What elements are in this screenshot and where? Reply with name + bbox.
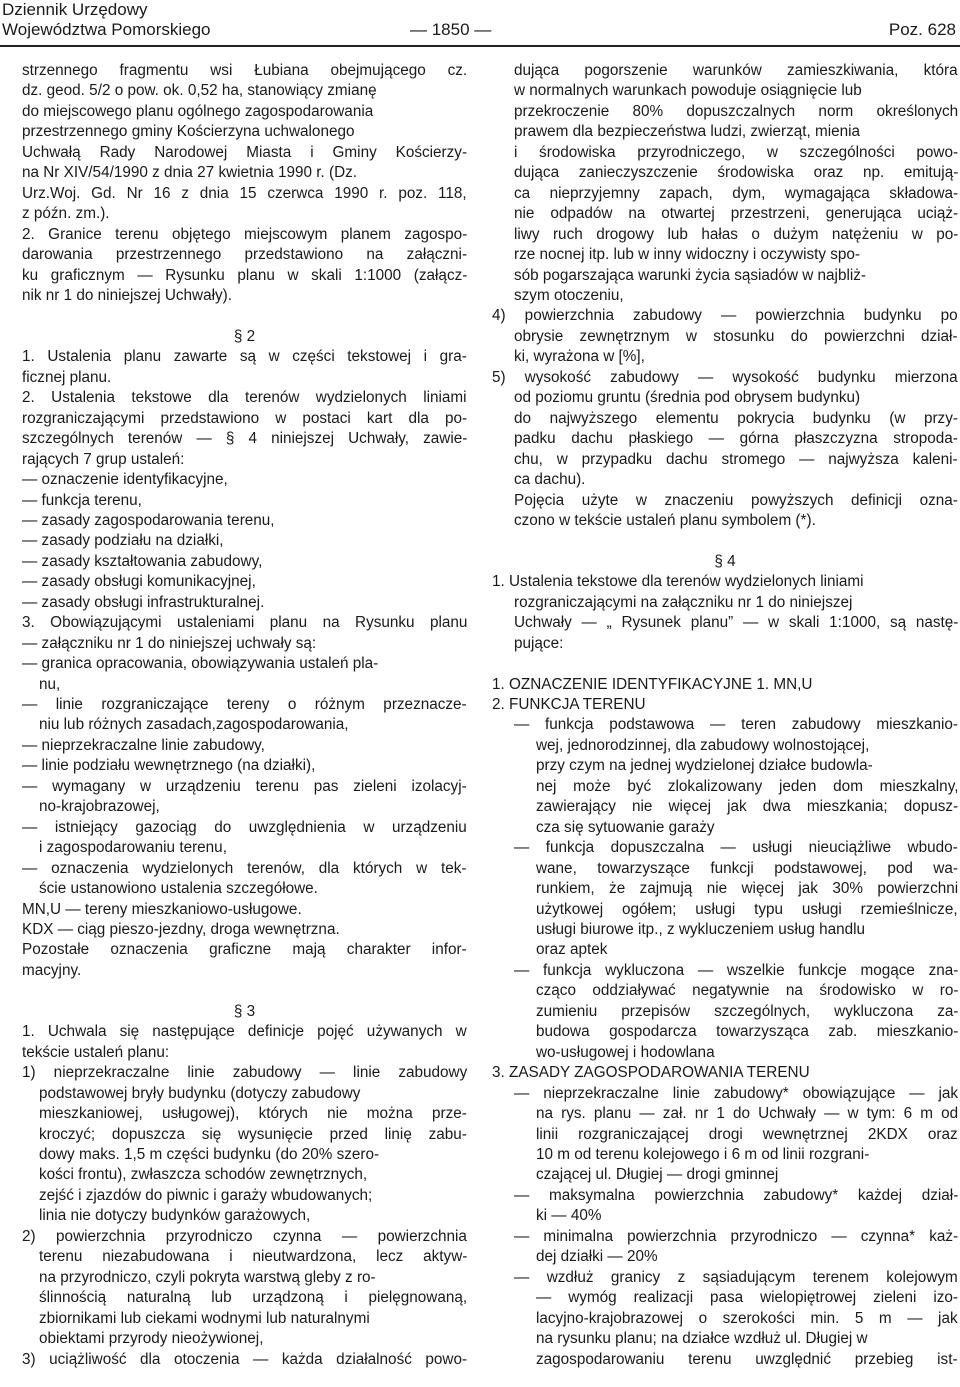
- text-line: cząco oddziaływać negatywnie na środowisko w ro-: [536, 982, 959, 1000]
- text-line: — zasady obsługi komunikacyjnej,: [22, 573, 256, 591]
- text-line: i środowiska przyrodniczego, w szczególności powo-: [514, 143, 959, 161]
- text-line: na rys. planu — zał. nr 1 do Uchwały — w tym: 6 m od: [536, 1105, 959, 1123]
- text-line: ście ustanowiono ustalenia szczegółowe.: [39, 880, 318, 898]
- text-line: podstawowej bryły budynku (dotyczy zabudowy: [39, 1084, 361, 1102]
- text-line: do najwyższego elementu pokrycia budynku (w przy-: [514, 409, 958, 427]
- text-line: 10 m od terenu kolejowego i 6 m od linii rozgrani-: [536, 1145, 870, 1163]
- text-line: nu,: [39, 675, 61, 693]
- journal-region: Województwa Pomorskiego: [2, 20, 211, 39]
- text-line: — funkcja dopuszczalna — usługi nieuciążliwe wbudo-: [514, 839, 958, 857]
- text-line: ficznej planu.: [22, 368, 112, 386]
- text-line: — funkcja terenu,: [22, 491, 142, 509]
- text-line: 1. OZNACZENIE IDENTYFIKACYJNE 1. MN,U: [492, 675, 813, 693]
- text-line: 2) powierzchnia przyrodniczo czynna — powierzchnia: [22, 1227, 467, 1245]
- text-line: pujące:: [514, 634, 564, 652]
- right-text-column: [492, 61, 958, 1370]
- text-line: Pozostałe oznaczenia graficzne mają charakter infor-: [22, 941, 467, 959]
- text-line: runkiem, że zajmują nie więcej jak 30% powierzchni: [536, 880, 959, 898]
- text-line: nik nr 1 do niniejszej Uchwały).: [22, 286, 232, 304]
- text-line: użytkowej ogółem; usługi typu usługi rzemieślnicze,: [536, 900, 958, 918]
- text-line: zumieniu przepisów szczególnych, wykluczona za-: [536, 1002, 959, 1020]
- text-line: ki — 40%: [536, 1207, 602, 1225]
- text-line: — granica opracowania, obowiązywania ustaleń pla-: [22, 655, 379, 673]
- text-line: dująca pogorszenie warunków zamieszkiwania, która: [514, 62, 958, 79]
- text-line: Pojęcia użyte w znaczeniu powyższych definicji ozna-: [514, 491, 958, 509]
- text-line: — maksymalna powierzchnia zabudowy* każdej dział-: [514, 1186, 959, 1204]
- text-line: — oznaczenie identyfikacyjne,: [22, 471, 228, 489]
- text-line: zawierający nie więcej jak dwa mieszkania; dopusz-: [536, 798, 959, 816]
- text-line: kroczyć; dopuszcza się wysunięcie przed linię zabu-: [39, 1125, 467, 1143]
- text-line: czającej ul. Długiej — drogi gminnej: [536, 1166, 779, 1184]
- text-line: — istniejący gazociąg do uwzględnienia w urządzeniu: [22, 818, 467, 836]
- text-line: cza się sytuowanie garaży: [536, 818, 715, 836]
- text-line: — zasady podziału na działki,: [22, 532, 224, 550]
- text-line: Urz.Woj. Gd. Nr 16 z dnia 15 czerwca 1990 r. poz. 118,: [22, 184, 467, 202]
- text-line: terenu niezabudowana i nieutwardzona, lecz aktyw-: [39, 1248, 468, 1266]
- section-heading: § 4: [714, 552, 736, 570]
- text-line: przestrzennego gminy Kościerzyna uchwalonego: [22, 123, 355, 141]
- text-line: do miejscowego planu ogólnego zagospodarowania: [22, 102, 374, 120]
- text-line: rozgraniczającymi przedstawiono w postaci kart dla po-: [22, 409, 468, 427]
- text-line: niu lub różnych zasadach,zagospodarowania,: [39, 716, 349, 734]
- text-line: zejść i zjazdów do piwnic i garaży wbudowanych;: [39, 1186, 373, 1204]
- text-line: [492, 531, 958, 551]
- text-line: ku graficznym — Rysunku planu w skali 1:1000 (załącz-: [22, 266, 468, 284]
- text-line: Uchwałą Rady Narodowej Miasta i Gminy Kościerzy-: [22, 143, 468, 161]
- text-line: usługi biurowe itp., z wykluczeniem usług handlu: [536, 921, 866, 938]
- text-line: dowy maks. 1,5 m części budynku (do 20% szero-: [39, 1145, 380, 1163]
- text-line: chu, w przypadku dachu stromego — najwyższa kaleni-: [514, 450, 958, 468]
- text-line: w normalnych warunkach powoduje osiągnięcie lub: [514, 82, 862, 100]
- text-line: zbiornikami lub ciekami wodnymi lub naturalnymi: [39, 1309, 370, 1327]
- text-line: i zagospodarowaniu terenu,: [39, 839, 227, 857]
- text-line: KDX — ciąg pieszo-jezdny, droga wewnętrzna.: [22, 921, 340, 939]
- text-line: tekście ustaleń planu:: [22, 1043, 170, 1061]
- text-line: darowania przestrzennego przedstawiono na załączni-: [22, 246, 468, 264]
- text-line: dej działki — 20%: [536, 1248, 658, 1266]
- text-line: strzennego fragmentu wsi Łubiana obejmującego cz.: [22, 62, 468, 79]
- text-line: mieszkaniowej, usługowej), których nie można prze-: [39, 1105, 467, 1123]
- text-line: [22, 981, 467, 1001]
- text-line: — funkcja wykluczona — wszelkie funkcje mogące zna-: [514, 961, 959, 979]
- text-line: — linie rozgraniczające tereny o różnym przeznacze-: [22, 696, 467, 714]
- text-line: linia nie dotyczy budynków garażowych,: [39, 1207, 311, 1225]
- text-line: — nieprzekraczalne linie zabudowy* obowiązujące — jak: [514, 1084, 959, 1102]
- text-line: — zasady zagospodarowania terenu,: [22, 511, 275, 529]
- text-line: padku dachu płaskiego — górna płaszczyzna stropoda-: [514, 430, 958, 448]
- text-line: 1. Uchwala się następujące definicje pojęć używanych w: [22, 1023, 467, 1041]
- text-line: — zasady kształtowania zabudowy,: [22, 552, 263, 570]
- text-line: ca nieprzyjemny zapach, dym, wymagająca składowa-: [514, 184, 959, 202]
- section-heading: § 3: [233, 1002, 256, 1020]
- text-line: [22, 306, 467, 326]
- text-line: 2. FUNKCJA TERENU: [492, 696, 646, 714]
- text-line: nej może być zlokalizowany jeden dom mieszkalny,: [536, 777, 959, 795]
- text-line: zagospodarowaniu terenu uwzględnić przebieg ist-: [536, 1350, 958, 1368]
- text-line: — wymagany w urządzeniu terenu pas zieleni izolacyj-: [22, 777, 467, 795]
- header-rule: [0, 45, 960, 47]
- text-line: rających 7 grup ustaleń:: [22, 450, 185, 468]
- text-line: liwy ruch drogowy lub hałas o dużym natężeniu w po-: [514, 225, 959, 243]
- text-line: oraz aptek: [536, 941, 608, 959]
- text-line: ki, wyrażona w [%],: [514, 348, 645, 366]
- text-line: wo-usługowej i hodowlana: [536, 1043, 715, 1061]
- text-line: wej, jednorodzinnej, dla zabudowy wolnostojącej,: [536, 736, 870, 754]
- text-line: Uchwały — „ Rysunek planu” — w skali 1:1000, są nastę-: [514, 614, 959, 632]
- text-line: kości frontu), zwłaszcza schodów zewnętrznych,: [39, 1166, 368, 1184]
- text-line: 3. ZASADY ZAGOSPODAROWANIA TERENU: [492, 1064, 810, 1082]
- text-line: budowa gospodarcza towarzysząca zab. mieszkanio-: [536, 1023, 959, 1041]
- text-line: — nieprzekraczalne linie zabudowy,: [22, 736, 265, 754]
- text-line: szczególnych terenów — § 4 niniejszej Uchwały, zawie-: [22, 430, 468, 448]
- text-line: dz. geod. 5/2 o pow. ok. 0,52 ha, stanowiący zmianę: [22, 82, 377, 100]
- text-line: przy czym na jednej wydzielonej działce budowla-: [536, 757, 873, 775]
- text-line: prawem dla bezpieczeństwa ludzi, zwierząt, mienia: [514, 123, 861, 141]
- text-line: nie odpadów na otwartej przestrzeni, generująca uciąż-: [514, 205, 959, 223]
- text-line: 3) uciążliwość dla otoczenia — każda działalność powo-: [22, 1350, 468, 1368]
- text-line: — załączniku nr 1 do niniejszej uchwały są:: [22, 634, 317, 652]
- text-line: — funkcja podstawowa — teren zabudowy mieszkanio-: [514, 716, 958, 734]
- text-line: MN,U — tereny mieszkaniowo-usługowe.: [22, 900, 302, 918]
- text-line: 5) wysokość zabudowy — wysokość budynku mierzona: [492, 368, 958, 386]
- text-line: obrysie zewnętrznym w stosunku do powierzchni dział-: [514, 327, 958, 345]
- page-number: — 1850 —: [410, 20, 492, 39]
- text-line: sób pogarszająca warunki życia sąsiadów w najbliż-: [514, 266, 866, 284]
- text-line: 1. Ustalenia tekstowe dla terenów wydzielonych liniami: [492, 573, 864, 591]
- page-header: [0, 0, 960, 48]
- text-line: — wymóg realizacji pasa wielopiętrowej zieleni izo-: [536, 1289, 959, 1307]
- text-line: przekroczenie 80% dopuszczalnych norm określonych: [514, 102, 959, 120]
- text-line: 4) powierzchnia zabudowy — powierzchnia budynku po: [492, 307, 958, 325]
- left-text-column: [22, 61, 467, 1370]
- text-line: z późn. zm.).: [22, 205, 110, 223]
- text-line: 2. Ustalenia tekstowe dla terenów wydzielonych liniami: [22, 389, 467, 407]
- text-line: 3. Obowiązującymi ustaleniami planu na Rysunku planu: [22, 614, 468, 632]
- text-line: lacyjno-krajobrazowej o szerokości min. 5 m — jak: [536, 1309, 958, 1327]
- text-line: na Nr XIV/54/1990 z dnia 27 kwietnia 1990 r. (Dz.: [22, 164, 358, 182]
- text-line: macyjny.: [22, 961, 82, 979]
- text-line: szym otoczeniu,: [514, 286, 624, 304]
- text-line: ślinnością naturalną lub urządzoną i pielęgnowaną,: [39, 1289, 468, 1307]
- text-line: od poziomu gruntu (średnia pod obrysem budynku): [514, 389, 861, 407]
- text-line: no-krajobrazowej,: [39, 798, 160, 816]
- text-line: ca dachu).: [514, 471, 586, 489]
- text-line: — minimalna powierzchnia przyrodniczo — czynna* każ-: [514, 1227, 959, 1245]
- journal-title: Dziennik Urzędowy: [2, 0, 148, 19]
- text-line: — zasady obsługi infrastrukturalnej.: [22, 593, 265, 611]
- text-line: na rysunku planu; na działce wzdłuż ul. Długiej w: [536, 1330, 868, 1348]
- text-line: dująca zanieczyszczenie środowiska oraz np. emitują-: [514, 164, 959, 182]
- text-line: 1. Ustalenia planu zawarte są w części tekstowej i gra-: [22, 348, 467, 366]
- text-line: na przyrodniczo, czyli pokryta warstwą gleby z ro-: [39, 1268, 376, 1286]
- text-line: — linie podziału wewnętrznego (na działki),: [22, 757, 316, 775]
- position-number: Poz. 628: [888, 20, 956, 39]
- text-line: 1) nieprzekraczalne linie zabudowy — linie zabudowy: [22, 1064, 468, 1082]
- text-line: [492, 654, 958, 674]
- text-line: rozgraniczającymi na załączniku nr 1 do niniejszej: [514, 593, 853, 611]
- text-line: — oznaczenia wydzielonych terenów, dla których w tek-: [22, 859, 467, 877]
- text-line: czono w tekście ustaleń planu symbolem (*).: [514, 511, 816, 529]
- text-line: linii rozgraniczającej drogi wewnętrznej 2KDX oraz: [536, 1125, 958, 1143]
- text-line: wane, towarzyszące funkcji podstawowej, pod wa-: [536, 859, 958, 877]
- text-line: — wzdłuż granicy z sąsiadującym terenem kolejowym: [514, 1268, 958, 1286]
- section-heading: § 2: [233, 327, 256, 345]
- text-line: rze nocnej itp. lub w inny widoczny i oczywisty spo-: [514, 246, 861, 264]
- text-line: 2. Granice terenu objętego miejscowym planem zagospo-: [22, 225, 468, 243]
- text-line: obiektami przyrody nieożywionej,: [39, 1330, 264, 1348]
